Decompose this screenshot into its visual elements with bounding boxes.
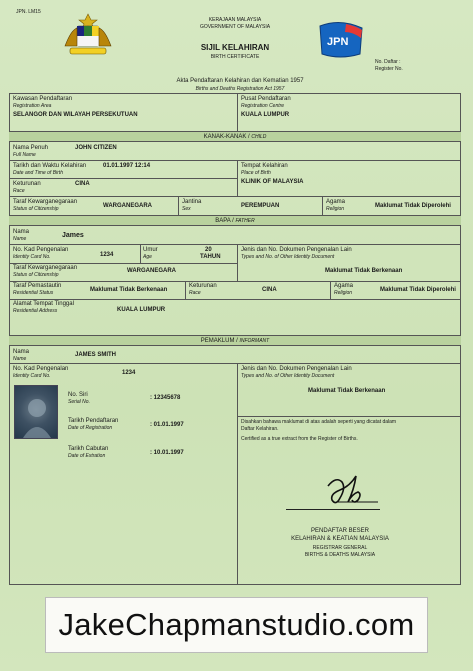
register-no-label: Register No.: [375, 66, 403, 72]
informant-other-doc-label-en: Types and No. of Other Identity Document: [241, 373, 335, 379]
child-citizen-label-en: Status of Citizenship: [13, 206, 59, 212]
centre-value: KUALA LUMPUR: [241, 112, 290, 118]
registrar-title-ms-2: KELAHIRAN & KEATIAN MALAYSIA: [291, 536, 389, 542]
divider: [9, 160, 461, 161]
child-section-header: KANAK-KANAK / CHILD: [9, 131, 461, 142]
child-dob-label-en: Date and Time of Birth: [13, 170, 63, 176]
extract-date-label-en: Date of Extration: [68, 453, 106, 459]
child-citizen-label: Taraf Kewarganegaraan: [13, 199, 78, 205]
father-religion-label: Agama: [334, 283, 354, 289]
child-pob-label: Tempat Kelahiran: [241, 163, 288, 169]
child-religion-value: Maklumat Tidak Diperolehi: [375, 203, 451, 209]
divider: [9, 196, 461, 197]
father-religion-value: Maklumat Tidak Diperolehi: [380, 287, 456, 293]
divider: [140, 244, 141, 263]
father-other-doc-value: Maklumat Tidak Berkenaan: [325, 268, 403, 274]
father-name-label-en: Name: [13, 236, 27, 242]
centre-label-en: Registration Centre: [241, 103, 285, 109]
father-race-value: CINA: [262, 287, 277, 293]
registrar-title-en-2: BIRTHS & DEATHS MALAYSIA: [304, 552, 376, 558]
informant-name-label-en: Name: [13, 356, 27, 362]
divider: [9, 263, 237, 264]
child-name-label: Nama Penuh: [13, 145, 49, 151]
signature-line: [286, 509, 380, 510]
divider: [178, 196, 179, 215]
child-dob-value: 01.01.1997 12:14: [103, 163, 151, 169]
form-code: JPN. LM15: [16, 9, 41, 15]
divider: [237, 416, 461, 417]
child-race-label: Keturunan: [13, 181, 41, 187]
area-label-en: Registration Area: [13, 103, 52, 109]
child-section-en: CHILD: [251, 134, 267, 140]
father-age-label: Umur: [143, 247, 158, 253]
father-residence-value: Maklumat Tidak Berkenaan: [90, 287, 168, 293]
father-age-unit: TAHUN: [200, 254, 221, 260]
reg-date-label-en: Date of Registration: [68, 425, 113, 431]
registrar-title-ms-1: PENDAFTAR BESER: [311, 528, 369, 534]
father-religion-label-en: Religion: [334, 290, 353, 296]
serial-label: No. Siri: [68, 392, 88, 398]
extract-date-label: Tarikh Cabutan: [68, 446, 109, 452]
child-pob-label-en: Place of Birth: [241, 170, 271, 176]
child-dob-label: Tarikh dan Waktu Kelahiran: [13, 163, 87, 169]
father-ic-label: No. Kad Pengenalan: [13, 247, 69, 253]
divider: [9, 281, 461, 282]
divider: [237, 244, 238, 281]
informant-ic-label-en: Identity Card No.: [13, 373, 51, 379]
father-address-label: Alamat Tempat Tinggal: [13, 301, 74, 307]
watermark-text: JakeChapmanstudio.com: [58, 607, 415, 642]
watermark-banner: [45, 597, 428, 653]
divider: [9, 299, 461, 300]
coat-of-arms-emblem: [62, 12, 114, 58]
child-race-label-en: Race: [13, 188, 25, 194]
father-citizen-label-en: Status of Citizenship: [13, 272, 59, 278]
informant-section-ms: PEMAKLUM: [200, 338, 235, 344]
child-sex-label-en: Sex: [182, 206, 191, 212]
child-citizen-value: WARGANEGARA: [103, 203, 152, 209]
father-name-label: Nama: [13, 229, 30, 235]
ministry-ms: KERAJAAN MALAYSIA: [208, 17, 262, 23]
registrar-title-en-1: REGISTRAR GENERAL: [312, 545, 368, 551]
divider: [9, 178, 237, 179]
area-value: SELANGOR DAN WILAYAH PERSEKUTUAN: [13, 112, 138, 118]
father-age-value: 20: [205, 247, 212, 253]
father-ic-label-en: Identity Card No.: [13, 254, 51, 260]
act-ms: Akta Pendaftaran Kelahiran dan Kematian 1957: [176, 78, 304, 84]
svg-text:JPN: JPN: [327, 36, 349, 48]
child-section-ms: KANAK-KANAK: [203, 134, 247, 140]
certify-en: Certified as a true extract from the Register of Births.: [241, 436, 358, 442]
father-section-header: BAPA / FATHER: [9, 215, 461, 226]
divider: [330, 281, 331, 299]
area-label: Kawasan Pendaftaran: [13, 96, 73, 102]
divider: [9, 363, 461, 364]
centre-label: Pusat Pendaftaran: [241, 96, 291, 102]
extract-date-value: : 10.01.1997: [150, 450, 184, 456]
reg-date-value: : 01.01.1997: [150, 422, 184, 428]
serial-value: : 12345678: [150, 395, 181, 401]
father-address-value: KUALA LUMPUR: [117, 307, 166, 313]
informant-other-doc-value: Maklumat Tidak Berkenaan: [308, 388, 386, 394]
informant-section-header: PEMAKLUM / INFORMANT: [9, 335, 461, 346]
father-residence-label-en: Residential Status: [13, 290, 54, 296]
reg-date-label: Tarikh Pendaftaran: [68, 418, 119, 424]
divider: [237, 363, 238, 585]
father-section-ms: BAPA: [215, 218, 231, 224]
child-race-value: CINA: [75, 181, 90, 187]
divider: [185, 281, 186, 299]
divider: [237, 93, 238, 131]
father-race-label-en: Race: [189, 290, 201, 296]
father-section-en: FATHER: [235, 218, 255, 224]
registrar-signature: [318, 472, 398, 512]
serial-label-en: Serial No.: [68, 399, 90, 405]
informant-section-en: INFORMANT: [239, 338, 270, 344]
father-race-label: Keturunan: [189, 283, 217, 289]
child-name-label-en: Full Name: [13, 152, 36, 158]
certify-ms-2: Daftar Kelahiran.: [241, 426, 279, 432]
father-ic-value: 1234: [100, 252, 114, 258]
father-citizen-label: Taraf Kewarganegaraan: [13, 265, 78, 271]
child-pob-value: KLINIK OF MALAYSIA: [241, 179, 304, 185]
divider: [237, 160, 238, 196]
father-residence-label: Taraf Pemastautin: [13, 283, 62, 289]
ministry-en: GOVERNMENT OF MALAYSIA: [199, 24, 271, 30]
informant-ic-label: No. Kad Pengenalan: [13, 366, 69, 372]
informant-ic-value: 1234: [122, 370, 136, 376]
no-daftar-label: No. Daftar :: [375, 59, 401, 65]
informant-other-doc-label: Jenis dan No. Dokumen Pengenalan Lain: [241, 366, 352, 372]
act-en: Births and Deaths Registration Act 1957: [195, 86, 285, 92]
father-other-doc-label-en: Types and No. of Other Identity Document: [241, 254, 335, 260]
divider: [322, 196, 323, 215]
child-sex-value: PEREMPUAN: [241, 203, 280, 209]
title-en: BIRTH CERTIFICATE: [210, 54, 260, 60]
child-photo: [14, 385, 58, 439]
title-ms: SIJIL KELAHIRAN: [200, 43, 270, 52]
informant-name-label: Nama: [13, 349, 30, 355]
father-citizen-value: WARGANEGARA: [127, 268, 176, 274]
certify-ms-1: Disahkan bahawa maklumat di atas adalah seperti yang dicatat dalam: [241, 419, 397, 425]
divider: [9, 244, 461, 245]
informant-name-value: JAMES SMITH: [75, 352, 117, 358]
father-name-value: James: [62, 232, 84, 239]
child-sex-label: Jantina: [182, 199, 202, 205]
child-name-value: JOHN CITIZEN: [75, 145, 117, 151]
father-address-label-en: Residential Address: [13, 308, 58, 314]
jpn-logo: [316, 20, 366, 58]
father-other-doc-label: Jenis dan No. Dokumen Pengenalan Lain: [241, 247, 352, 253]
child-religion-label: Agama: [326, 199, 346, 205]
father-age-label-en: Age: [143, 254, 152, 260]
child-religion-label-en: Religion: [326, 206, 345, 212]
